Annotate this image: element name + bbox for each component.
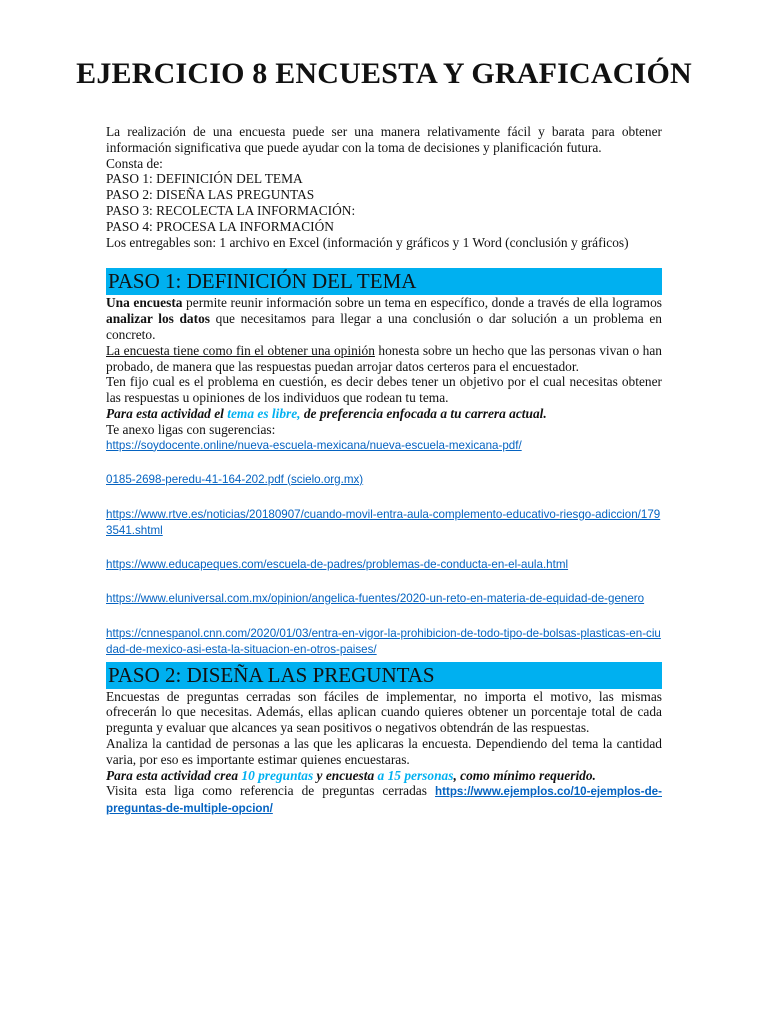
section1-paragraph-2: La encuesta tiene como fin el obtener una opinión honesta sobre un hecho que las personas vivan o han probado, de manera que las respuestas puedan arrojar datos certeros para el encuestador. [106, 342, 663, 374]
page-title: EJERCICIO 8 ENCUESTA Y GRAFICACIÓN [76, 57, 692, 90]
step-4: PASO 4: PROCESA LA INFORMACIÓN [106, 218, 334, 234]
link-scielo[interactable]: 0185-2698-peredu-41-164-202.pdf (scielo.org.mx) [106, 472, 364, 486]
section-heading-paso-1: PASO 1: DEFINICIÓN DEL TEMA [106, 268, 662, 295]
link-soydocente[interactable]: https://soydocente.online/nueva-escuela-mexicana/nueva-escuela-mexicana-pdf/ [106, 438, 522, 452]
suggestions-label: Te anexo ligas con sugerencias: [106, 421, 276, 437]
highlight-15-personas: a 15 personas [377, 767, 454, 783]
link-ejemplos[interactable]: https://www.ejemplos.co/10-ejemplos-de-preguntas-de-multiple-opcion/ [106, 785, 662, 816]
step-3: PASO 3: RECOLECTA LA INFORMACIÓN: [106, 202, 356, 218]
intro-paragraph: La realización de una encuesta puede ser una manera relativamente fácil y barata para obtener información significativa que puede ayudar con la toma de decisiones y planificación futura. [106, 124, 662, 155]
entregables-text: Los entregables son: 1 archivo en Excel (información y gráficos y 1 Word (conclusión y gráficos) [106, 234, 629, 250]
link-educapeques[interactable]: https://www.educapeques.com/escuela-de-padres/problemas-de-conducta-en-el-aula.html [106, 557, 569, 571]
document-body [106, 124, 662, 817]
step-2: PASO 2: DISEÑA LAS PREGUNTAS [106, 187, 315, 203]
section2-instruction: Para esta actividad crea 10 preguntas y encuesta a 15 personas, como mínimo requerido. [106, 767, 596, 783]
section2-paragraph-1: Encuestas de preguntas cerradas son fáciles de implementar, no importa el motivo, las mismas ofrecerán lo que necesitas. Además, ellas aplican cuando quieres obtener un porcentaje total de cada pregunta y evaluar que alcances ya sean positivos o negativos obtendrán de las respuestas. [106, 688, 662, 736]
section-heading-paso-2: PASO 2: DISEÑA LAS PREGUNTAS [106, 662, 662, 689]
link-rtve[interactable]: https://www.rtve.es/noticias/20180907/cuando-movil-entra-aula-complemento-educativo-riesgo-adiccion/1793541.shtml [106, 507, 661, 537]
highlight-10-preguntas: 10 preguntas [241, 767, 314, 783]
section1-instruction: Para esta actividad el tema es libre, de preferencia enfocada a tu carrera actual. [106, 405, 547, 421]
highlight-tema-libre: tema es libre, [227, 405, 301, 421]
link-eluniversal[interactable]: https://www.eluniversal.com.mx/opinion/angelica-fuentes/2020-un-reto-en-materia-de-equidad-de-genero [106, 591, 645, 605]
section1-paragraph-3: Ten fijo cual es el problema en cuestión, es decir debes tener un objetivo por el cual necesitas obtener las respuestas u opiniones de los individuos que rodean tu tema. [106, 374, 662, 406]
consta-label: Consta de: [106, 155, 163, 171]
bold-analizar-datos: analizar los datos [106, 311, 210, 327]
section2-paragraph-2: Analiza la cantidad de personas a las que les aplicaras la encuesta. Dependiendo del tema la cantidad varia, por eso es importante estimar quienes encuestaras. [106, 735, 662, 767]
section1-paragraph-1: Una encuesta permite reunir información sobre un tema en específico, donde a través de ella logramos analizar los datos que necesitamos para llegar a una conclusión o dar solución a un problema en concreto. [106, 295, 662, 342]
step-1: PASO 1: DEFINICIÓN DEL TEMA [106, 171, 303, 187]
underlined-phrase: La encuesta tiene como fin el obtener una opinión [106, 342, 375, 358]
link-cnnespanol[interactable]: https://cnnespanol.cnn.com/2020/01/03/entra-en-vigor-la-prohibicion-de-todo-tipo-de-bolsas-plasticas-en-ciudad-de-mexico-asi-esta-la-situacion-en-otros-paises/ [106, 626, 661, 656]
bold-una-encuesta: Una encuesta [106, 295, 183, 311]
section2-paragraph-4: Visita esta liga como referencia de preguntas cerradas https://www.ejemplos.co/10-ejemplos-de-preguntas-de-multiple-opcion/ [106, 783, 662, 816]
